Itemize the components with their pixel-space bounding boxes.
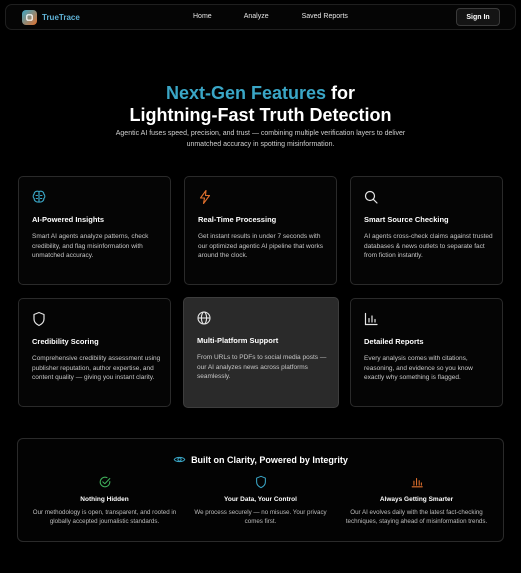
clarity-item-desc: Our methodology is open, transparent, and rooted in globally accepted journalistic standards. <box>32 509 177 525</box>
feature-card-real-time[interactable] <box>184 176 337 285</box>
sign-in-button[interactable]: Sign In <box>456 8 500 26</box>
feature-card-ai-insights[interactable] <box>18 176 171 285</box>
hero-title-rest: for <box>326 83 356 103</box>
shield-icon <box>31 311 47 327</box>
card-desc: Smart AI agents analyze patterns, check credibility, and flag misinformation with unmatched accuracy. <box>32 233 149 259</box>
hero-title <box>0 82 521 126</box>
nav-links <box>193 13 348 20</box>
hero-subtitle: Agentic AI fuses speed, precision, and trust — combining multiple verification layers to deliver unmatched accuracy in spotting misinformation. <box>115 130 406 148</box>
bar-chart-icon <box>410 475 424 489</box>
check-circle-icon <box>98 475 112 489</box>
clarity-item-title: Always Getting Smarter <box>379 496 454 503</box>
clarity-title: Built on Clarity, Powered by Integrity <box>191 454 348 465</box>
feature-card-detailed-reports[interactable] <box>350 298 503 407</box>
shield-icon <box>254 475 268 489</box>
clarity-item-always-smarter <box>344 475 489 526</box>
brand[interactable] <box>22 10 80 25</box>
nav-link-home[interactable]: Home <box>193 13 212 20</box>
nav-link-saved-reports[interactable]: Saved Reports <box>301 13 348 20</box>
clarity-item-title: Nothing Hidden <box>80 496 129 503</box>
search-icon <box>363 189 379 205</box>
card-title: Real-Time Processing <box>198 215 277 224</box>
card-desc: Get instant results in under 7 seconds with our optimized agentic AI pipeline that works around the clock. <box>198 233 324 259</box>
clarity-header <box>18 453 503 466</box>
feature-card-multi-platform[interactable] <box>183 297 339 408</box>
card-title: Detailed Reports <box>364 337 424 346</box>
brain-icon <box>31 189 47 205</box>
bar-chart-icon <box>363 311 379 327</box>
hero-title-accent: Next-Gen Features <box>165 83 327 103</box>
brand-name: TrueTrace <box>42 13 80 22</box>
clarity-item-desc: Our AI evolves daily with the latest fact-checking techniques, staying ahead of misinformation trends. <box>345 509 488 525</box>
top-navbar <box>5 4 516 30</box>
eye-icon <box>173 453 186 466</box>
card-title: Smart Source Checking <box>364 215 449 224</box>
clarity-item-your-data <box>188 475 333 526</box>
feature-card-credibility[interactable] <box>18 298 171 407</box>
globe-icon <box>196 310 212 326</box>
card-title: Multi-Platform Support <box>197 336 279 345</box>
logo-icon <box>22 10 37 25</box>
clarity-item-desc: We process securely — no misuse. Your privacy comes first. <box>194 509 327 525</box>
card-desc: AI agents cross-check claims against trusted databases & news outlets to separate fact from fiction instantly. <box>364 233 493 259</box>
clarity-section <box>17 438 504 542</box>
clarity-item-title: Your Data, Your Control <box>224 496 297 503</box>
card-title: AI-Powered Insights <box>32 215 105 224</box>
card-desc: From URLs to PDFs to social media posts — our AI analyzes news across platforms seamlessly. <box>197 354 327 380</box>
feature-card-source-checking[interactable] <box>350 176 503 285</box>
hero-title-line2: Lightning-Fast Truth Detection <box>129 105 392 125</box>
card-title: Credibility Scoring <box>32 337 99 346</box>
lightning-icon <box>197 189 213 205</box>
card-desc: Every analysis comes with citations, reasoning, and evidence so you know exactly why something is flagged. <box>364 355 473 381</box>
clarity-item-nothing-hidden <box>32 475 177 526</box>
card-desc: Comprehensive credibility assessment using publisher reputation, author expertise, and content quality — giving you instant clarity. <box>32 355 161 381</box>
nav-link-analyze[interactable]: Analyze <box>243 13 269 20</box>
